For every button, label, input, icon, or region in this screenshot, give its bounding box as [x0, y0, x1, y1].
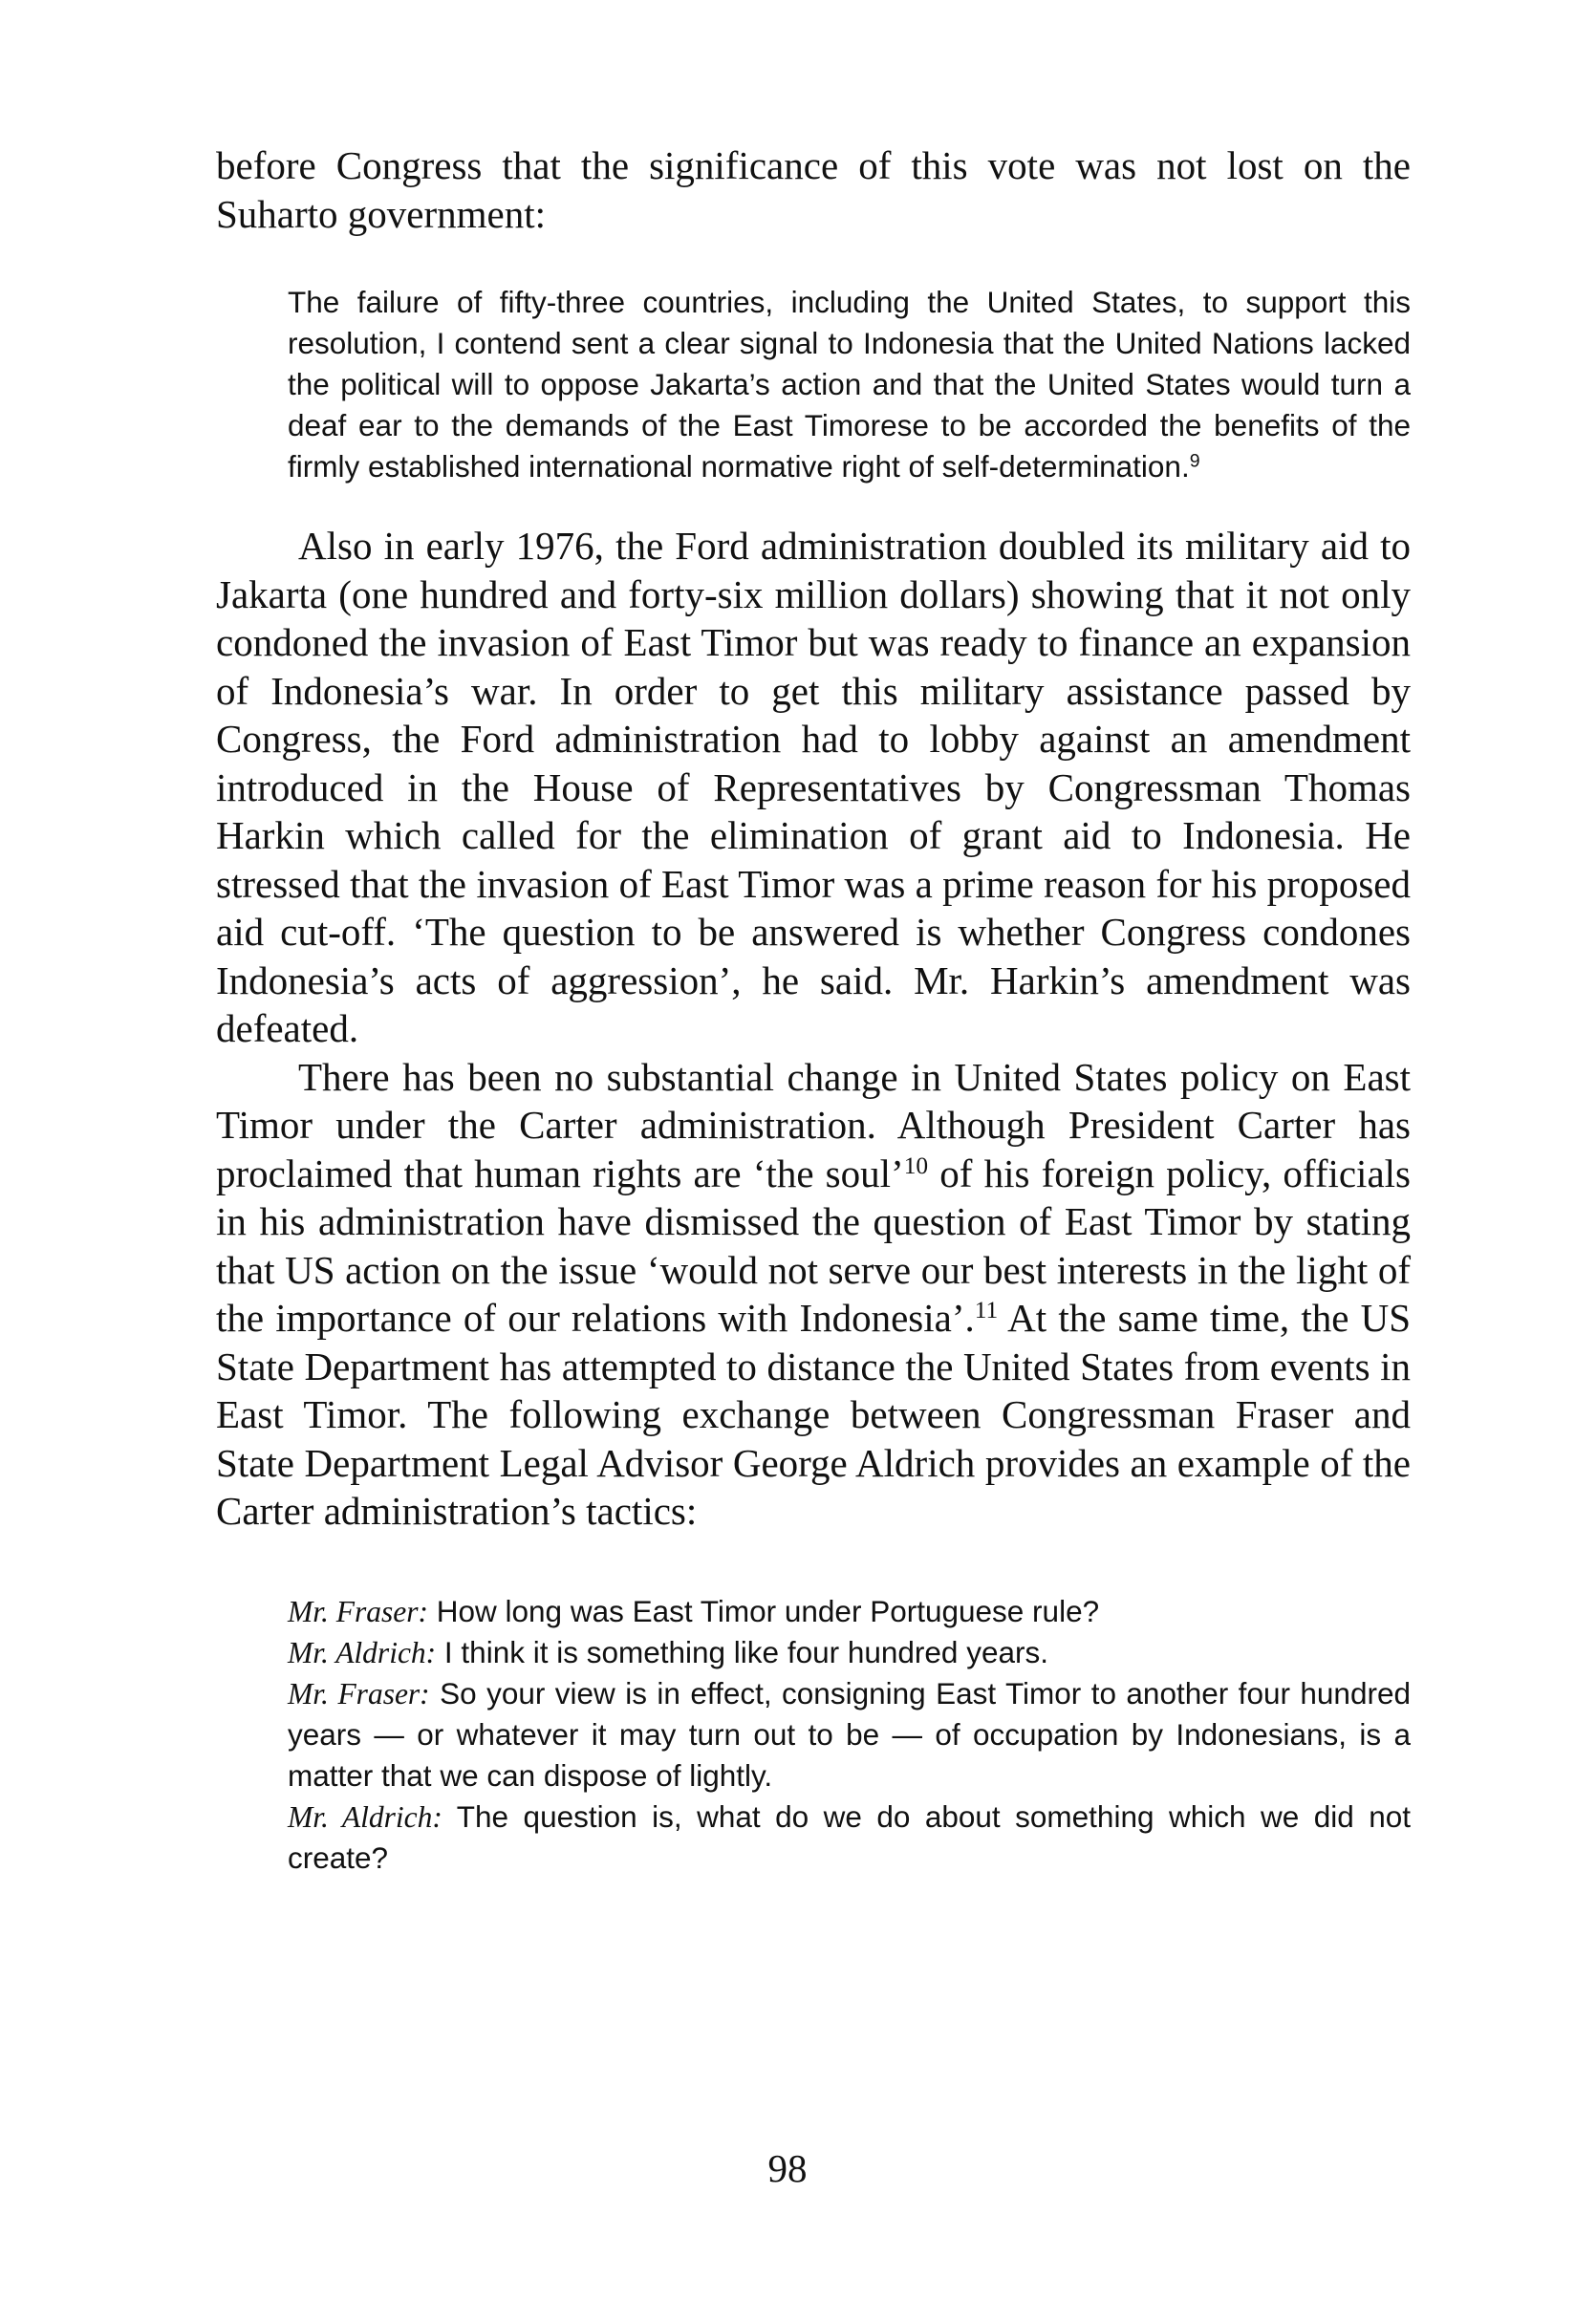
- spacer: [216, 487, 1411, 522]
- spacer: [216, 238, 1411, 282]
- speaker-name: Mr. Fraser:: [288, 1676, 430, 1711]
- dialogue-text: The question is, what do we do about something which we did not create?: [288, 1798, 1411, 1875]
- block-quote-text: The failure of fifty-three countries, including the United States, to support this resolution, I contend sent a clear signal to Indonesia that the United Nations lacked the political will to oppose Jakarta’s action and that the United States would turn a deaf ear to the demands of the East Timorese to be accorded the benefits of the firmly established international normative right of self-determination.: [288, 285, 1411, 484]
- footnote-ref-11: 11: [974, 1297, 999, 1324]
- footnote-ref-9: 9: [1189, 450, 1200, 472]
- page-number: 98: [767, 2146, 808, 2190]
- dialogue-text: I think it is something like four hundred years.: [436, 1634, 1048, 1669]
- page-content: [216, 141, 1411, 1879]
- paragraph-ford-administration: Also in early 1976, the Ford administration doubled its military aid to Jakarta (one hundred and forty-six million dollars) showing that it not only condoned the invasion of East Timor but was ready to finance an expansion of Indonesia’s war. In order to get this military assistance passed by Congress, the Ford administration had to lobby against an amendment introduced in the House of Representatives by Congressman Thomas Harkin which called for the elimination of grant aid to Indonesia. He stressed that the invasion of East Timor was a prime reason for his proposed aid cut-off. ‘The question to be answered is whether Congress condones Indonesia’s acts of aggression’, he said. Mr. Harkin’s amendment was defeated.: [216, 524, 1411, 1050]
- dialogue-line: [288, 1673, 1411, 1797]
- speaker-name: Mr. Fraser:: [288, 1594, 428, 1628]
- paragraph-text: At the same time, the US State Department has attempted to distance the United States from events in East Timor. The following exchange between Congressman Fraser and State Department Legal Advisor George Aldrich provides an example of the Carter administration’s tactics:: [216, 1296, 1411, 1533]
- paragraph-text: There has been no substantial change in United States policy on East Timor under the Carter administration. Although President Carter has proclaimed that human rights are ‘the soul’: [216, 1054, 1411, 1195]
- dialogue-line: [288, 1632, 1411, 1673]
- spacer: [216, 1536, 1411, 1591]
- dialogue-text: So your view is in effect, consigning East Timor to another four hundred years — or whatever it may turn out to be — of occupation by Indonesians, is a matter that we can dispose of lightly.: [288, 1675, 1412, 1793]
- footnote-ref-10: 10: [903, 1151, 929, 1179]
- dialogue-line: [288, 1591, 1411, 1632]
- paragraph-carter-administration: [216, 1053, 1411, 1536]
- dialogue-line: [288, 1797, 1411, 1879]
- speaker-name: Mr. Aldrich:: [288, 1799, 442, 1834]
- dialogue-text: How long was East Timor under Portuguese rule?: [428, 1593, 1100, 1628]
- paragraph-text: of his foreign policy, officials in his administration have dismissed the question of East Timor by stating that US action on the issue ‘would not serve our best interests in the light of the importance of our relations with Indonesia’.: [216, 1151, 1411, 1340]
- speaker-name: Mr. Aldrich:: [288, 1635, 437, 1669]
- dialogue-exchange: [216, 1591, 1411, 1879]
- paragraph-intro: before Congress that the significance of this vote was not lost on the Suharto government:: [216, 143, 1411, 236]
- block-quote: [216, 282, 1411, 487]
